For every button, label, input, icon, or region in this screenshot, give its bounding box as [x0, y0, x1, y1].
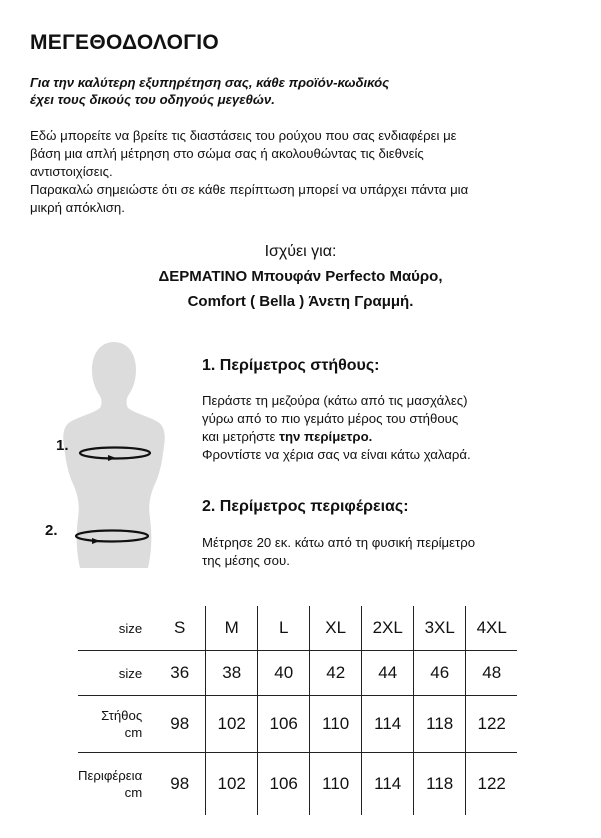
chest-section-title: 1. Περίμετρος στήθους: [202, 357, 380, 374]
paragraph-line: αντιστοιχίσεις. [30, 164, 113, 179]
table-cell: 106 [258, 753, 310, 816]
table-cell: 98 [154, 696, 206, 753]
hip-section-body [202, 534, 475, 570]
row-header: Περιφέρεια cm [78, 768, 143, 800]
paragraph-line: Εδώ μπορείτε να βρείτε τις διαστάσεις του ρούχου που σας ενδιαφέρει με [30, 128, 457, 143]
instruction-bold: την περίμετρο. [279, 429, 373, 444]
table-cell: XL [310, 606, 362, 651]
instruction-text: και μετρήστε [202, 429, 280, 444]
table-cell: 44 [362, 651, 414, 696]
table-cell: 114 [362, 753, 414, 816]
instruction-line: της μέσης σου. [202, 553, 290, 568]
table-cell: S [154, 606, 206, 651]
chest-section-body [202, 392, 471, 464]
applies-label: Ισχύει για: [264, 243, 337, 260]
paragraph-line: μικρή απόκλιση. [30, 200, 125, 215]
table-cell: 118 [414, 696, 466, 753]
size-table [78, 606, 517, 815]
product-name-line: Comfort ( Bella ) Άνετη Γραμμή. [187, 293, 414, 310]
table-cell: 110 [310, 753, 362, 816]
row-header: size [78, 651, 142, 696]
table-row [78, 696, 517, 753]
table-cell: 4XL [466, 606, 518, 651]
row-header: Στήθος cm [78, 696, 142, 753]
intro-paragraphs [30, 127, 580, 217]
instruction-line: Περάστε τη μεζούρα (κάτω από τις μασχάλες) [202, 393, 468, 408]
table-cell: 110 [310, 696, 362, 753]
table-cell: 102 [206, 696, 258, 753]
chest-marker: 1. [56, 437, 69, 454]
paragraph-line: Παρακαλώ σημειώστε ότι σε κάθε περίπτωση μπορεί να υπάρχει πάντα μια [30, 182, 469, 197]
table-row [78, 606, 517, 651]
applies-to-block [0, 240, 601, 314]
hip-section-title: 2. Περίμετρος περιφέρειας: [202, 498, 409, 515]
table-cell: 46 [414, 651, 466, 696]
table-cell: L [258, 606, 310, 651]
table-cell: 2XL [362, 606, 414, 651]
table-row [78, 651, 517, 696]
instruction-line: Μέτρησε 20 εκ. κάτω από τη φυσική περίμετρο [202, 535, 476, 550]
table-cell: 122 [466, 696, 518, 753]
table-cell: 3XL [414, 606, 466, 651]
instruction-line: Φροντίστε να χέρια σας να είναι κάτω χαλαρά. [202, 447, 471, 462]
body-silhouette-icon [44, 338, 184, 578]
table-cell: 106 [258, 696, 310, 753]
table-cell: 42 [310, 651, 362, 696]
intro-note [30, 74, 570, 108]
table-cell: 40 [258, 651, 310, 696]
table-cell: 114 [362, 696, 414, 753]
table-cell: 98 [170, 774, 190, 793]
intro-line: έχει τους δικούς του οδηγούς μεγεθών. [30, 92, 275, 107]
instruction-line [202, 428, 471, 446]
instruction-line: γύρω από το πιο γεμάτο μέρος του στήθους [202, 411, 459, 426]
table-cell: M [206, 606, 258, 651]
hip-marker: 2. [45, 522, 58, 539]
paragraph-line: βάση μια απλή μέτρηση στο σώμα σας ή ακολουθώντας τις διεθνείς [30, 146, 424, 161]
table-cell: 36 [154, 651, 206, 696]
table-cell: 38 [206, 651, 258, 696]
table-cell: 118 [414, 753, 466, 816]
table-cell: 102 [206, 753, 258, 816]
row-header: size [78, 606, 142, 651]
table-cell: 48 [466, 651, 518, 696]
page-title: ΜΕΓΕΘΟΔΟΛΟΓΙΟ [30, 31, 220, 54]
intro-line: Για την καλύτερη εξυπηρέτηση σας, κάθε προϊόν-κωδικός [30, 75, 390, 90]
table-cell: 122 [466, 753, 518, 816]
table-row [78, 753, 517, 816]
product-name-line: ΔΕΡΜΑΤΙΝΟ Μπουφάν Perfecto Μαύρο, [158, 268, 443, 285]
